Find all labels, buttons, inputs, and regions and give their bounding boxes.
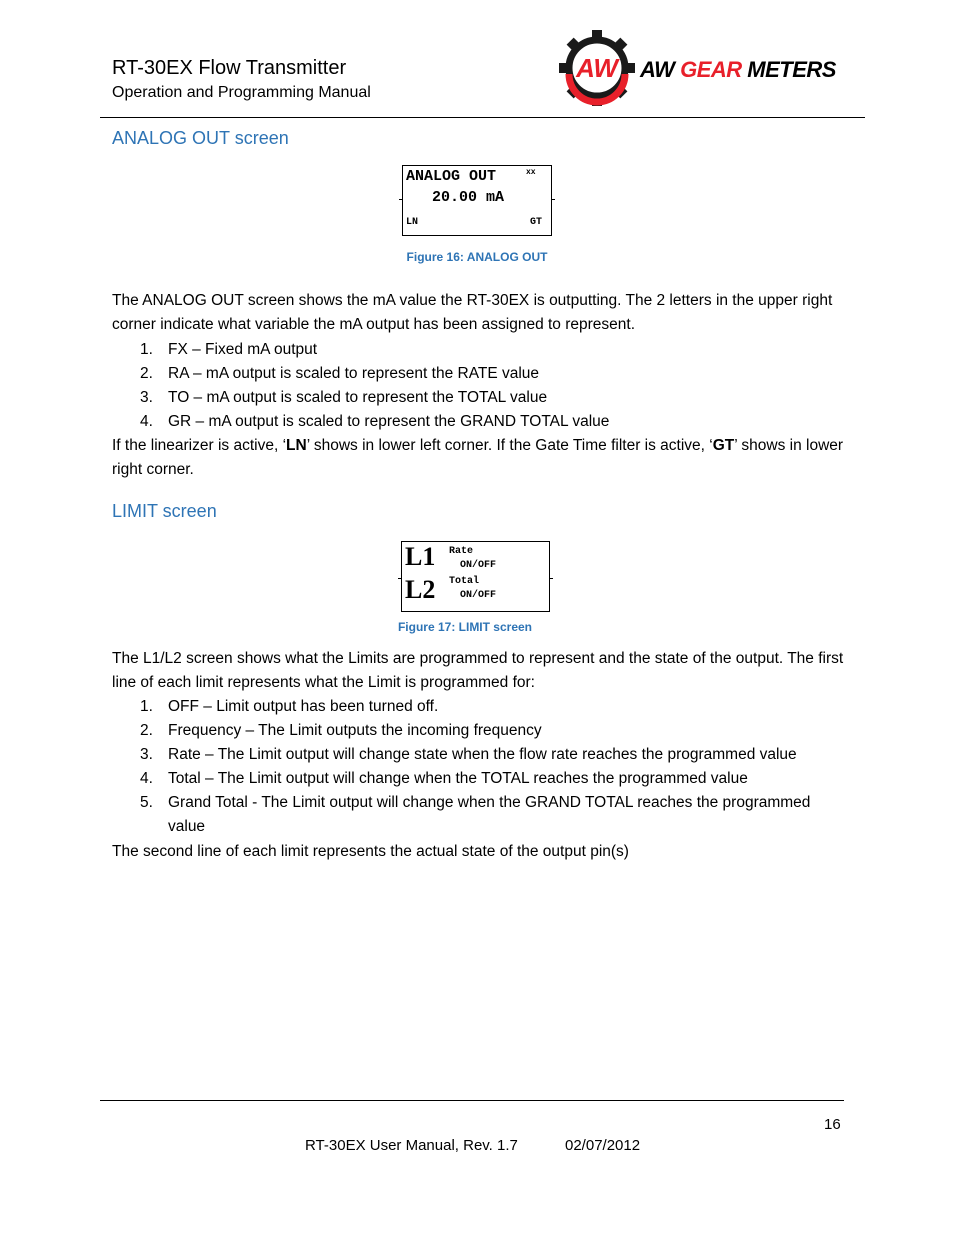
list-item-text: GR – mA output is scaled to represent the GRAND TOTAL value [168, 413, 610, 430]
list-item-text: Total – The Limit output will change when the TOTAL reaches the programmed value [168, 770, 748, 787]
lcd-corner-code: xx [526, 168, 536, 177]
lcd-line1: ANALOG OUT [406, 168, 497, 185]
analog-out-outro [112, 434, 847, 482]
page-number: 16 [824, 1116, 841, 1133]
lcd-l2-state: ON/OFF [460, 590, 497, 601]
list-item-number: 2. [140, 365, 153, 382]
logo-word-aw: AW [640, 57, 675, 82]
list-item-text: Grand Total - The Limit output will change when the GRAND TOTAL reaches the programmed value [168, 794, 811, 835]
logo-initials: AW [576, 53, 618, 83]
lcd-line2: 20.00 mA [432, 189, 505, 206]
list-item [0, 362, 954, 386]
list-item [0, 695, 954, 719]
limit-lcd [401, 541, 550, 612]
list-item-text: Rate – The Limit output will change state when the flow rate reaches the programmed value [168, 746, 797, 763]
list-item-number: 4. [140, 413, 153, 430]
lcd-tick-right [551, 199, 555, 200]
figure-16-caption: Figure 16: ANALOG OUT [406, 250, 548, 264]
figure-17-caption: Figure 17: LIMIT screen [397, 620, 533, 634]
list-item-number: 2. [140, 722, 153, 739]
lcd-bottom-left: LN [406, 217, 419, 228]
lcd-l2-function: Total [449, 576, 480, 587]
analog-out-heading: ANALOG OUT screen [112, 128, 289, 148]
outro-part-1: If the linearizer is active, ‘ [112, 437, 287, 454]
limit-intro: The L1/L2 screen shows what the Limits are programmed to represent and the state of the output. The first line of each limit represents what the Limit is programmed for: [112, 650, 844, 691]
outro-gt: GT [712, 437, 735, 454]
list-item-text: OFF – Limit output has been turned off. [168, 698, 439, 715]
document-subtitle: Operation and Programming Manual [112, 84, 371, 101]
list-item-text: RA – mA output is scaled to represent the RATE value [168, 365, 540, 382]
logo-word-meters: METERS [747, 57, 836, 82]
header-divider [100, 117, 865, 118]
limit-heading: LIMIT screen [112, 501, 217, 521]
logo-word-gear: GEAR [680, 57, 742, 82]
list-item-number: 3. [140, 746, 153, 763]
outro-ln: LN [286, 437, 307, 454]
lcd-l1-function: Rate [449, 546, 474, 557]
lcd-l1: L1 [405, 542, 436, 571]
list-item-number: 5. [140, 794, 153, 811]
list-item-number: 1. [140, 341, 153, 358]
gear-icon [555, 28, 645, 108]
lcd-bottom-right: GT [529, 217, 542, 228]
lcd-tick-left [399, 199, 403, 200]
analog-out-lcd [402, 165, 552, 236]
lcd-tick-right [549, 578, 553, 579]
list-item-text: TO – mA output is scaled to represent the TOTAL value [168, 389, 548, 406]
list-item [0, 743, 954, 767]
list-item [0, 338, 954, 362]
analog-out-intro: The ANALOG OUT screen shows the mA value the RT-30EX is outputting. The 2 letters in the upper right corner indicate what variable the mA output has been assigned to represent. [112, 292, 833, 333]
document-title: RT-30EX Flow Transmitter [112, 57, 347, 79]
list-item-text: Frequency – The Limit outputs the incoming frequency [168, 722, 542, 739]
limit-outro: The second line of each limit represents the actual state of the output pin(s) [112, 843, 629, 860]
list-item-text: FX – Fixed mA output [168, 341, 318, 358]
list-item [0, 719, 954, 743]
list-item [0, 767, 954, 791]
list-item-number: 4. [140, 770, 153, 787]
list-item [0, 410, 954, 434]
lcd-tick-left [398, 578, 402, 579]
outro-part-3: ’ shows in lower right corner. [112, 437, 844, 478]
list-item-number: 3. [140, 389, 153, 406]
lcd-l1-state: ON/OFF [460, 560, 497, 571]
outro-part-2: ’ shows in lower left corner. If the Gate Time filter is active, ‘ [306, 437, 713, 454]
footer-divider [100, 1100, 844, 1101]
footer-date: 02/07/2012 [565, 1137, 641, 1154]
lcd-l2: L2 [405, 575, 436, 604]
footer-document: RT-30EX User Manual, Rev. 1.7 [305, 1137, 518, 1154]
list-item [0, 791, 954, 839]
list-item-number: 1. [140, 698, 153, 715]
list-item [0, 386, 954, 410]
logo-wordmark [640, 57, 836, 83]
